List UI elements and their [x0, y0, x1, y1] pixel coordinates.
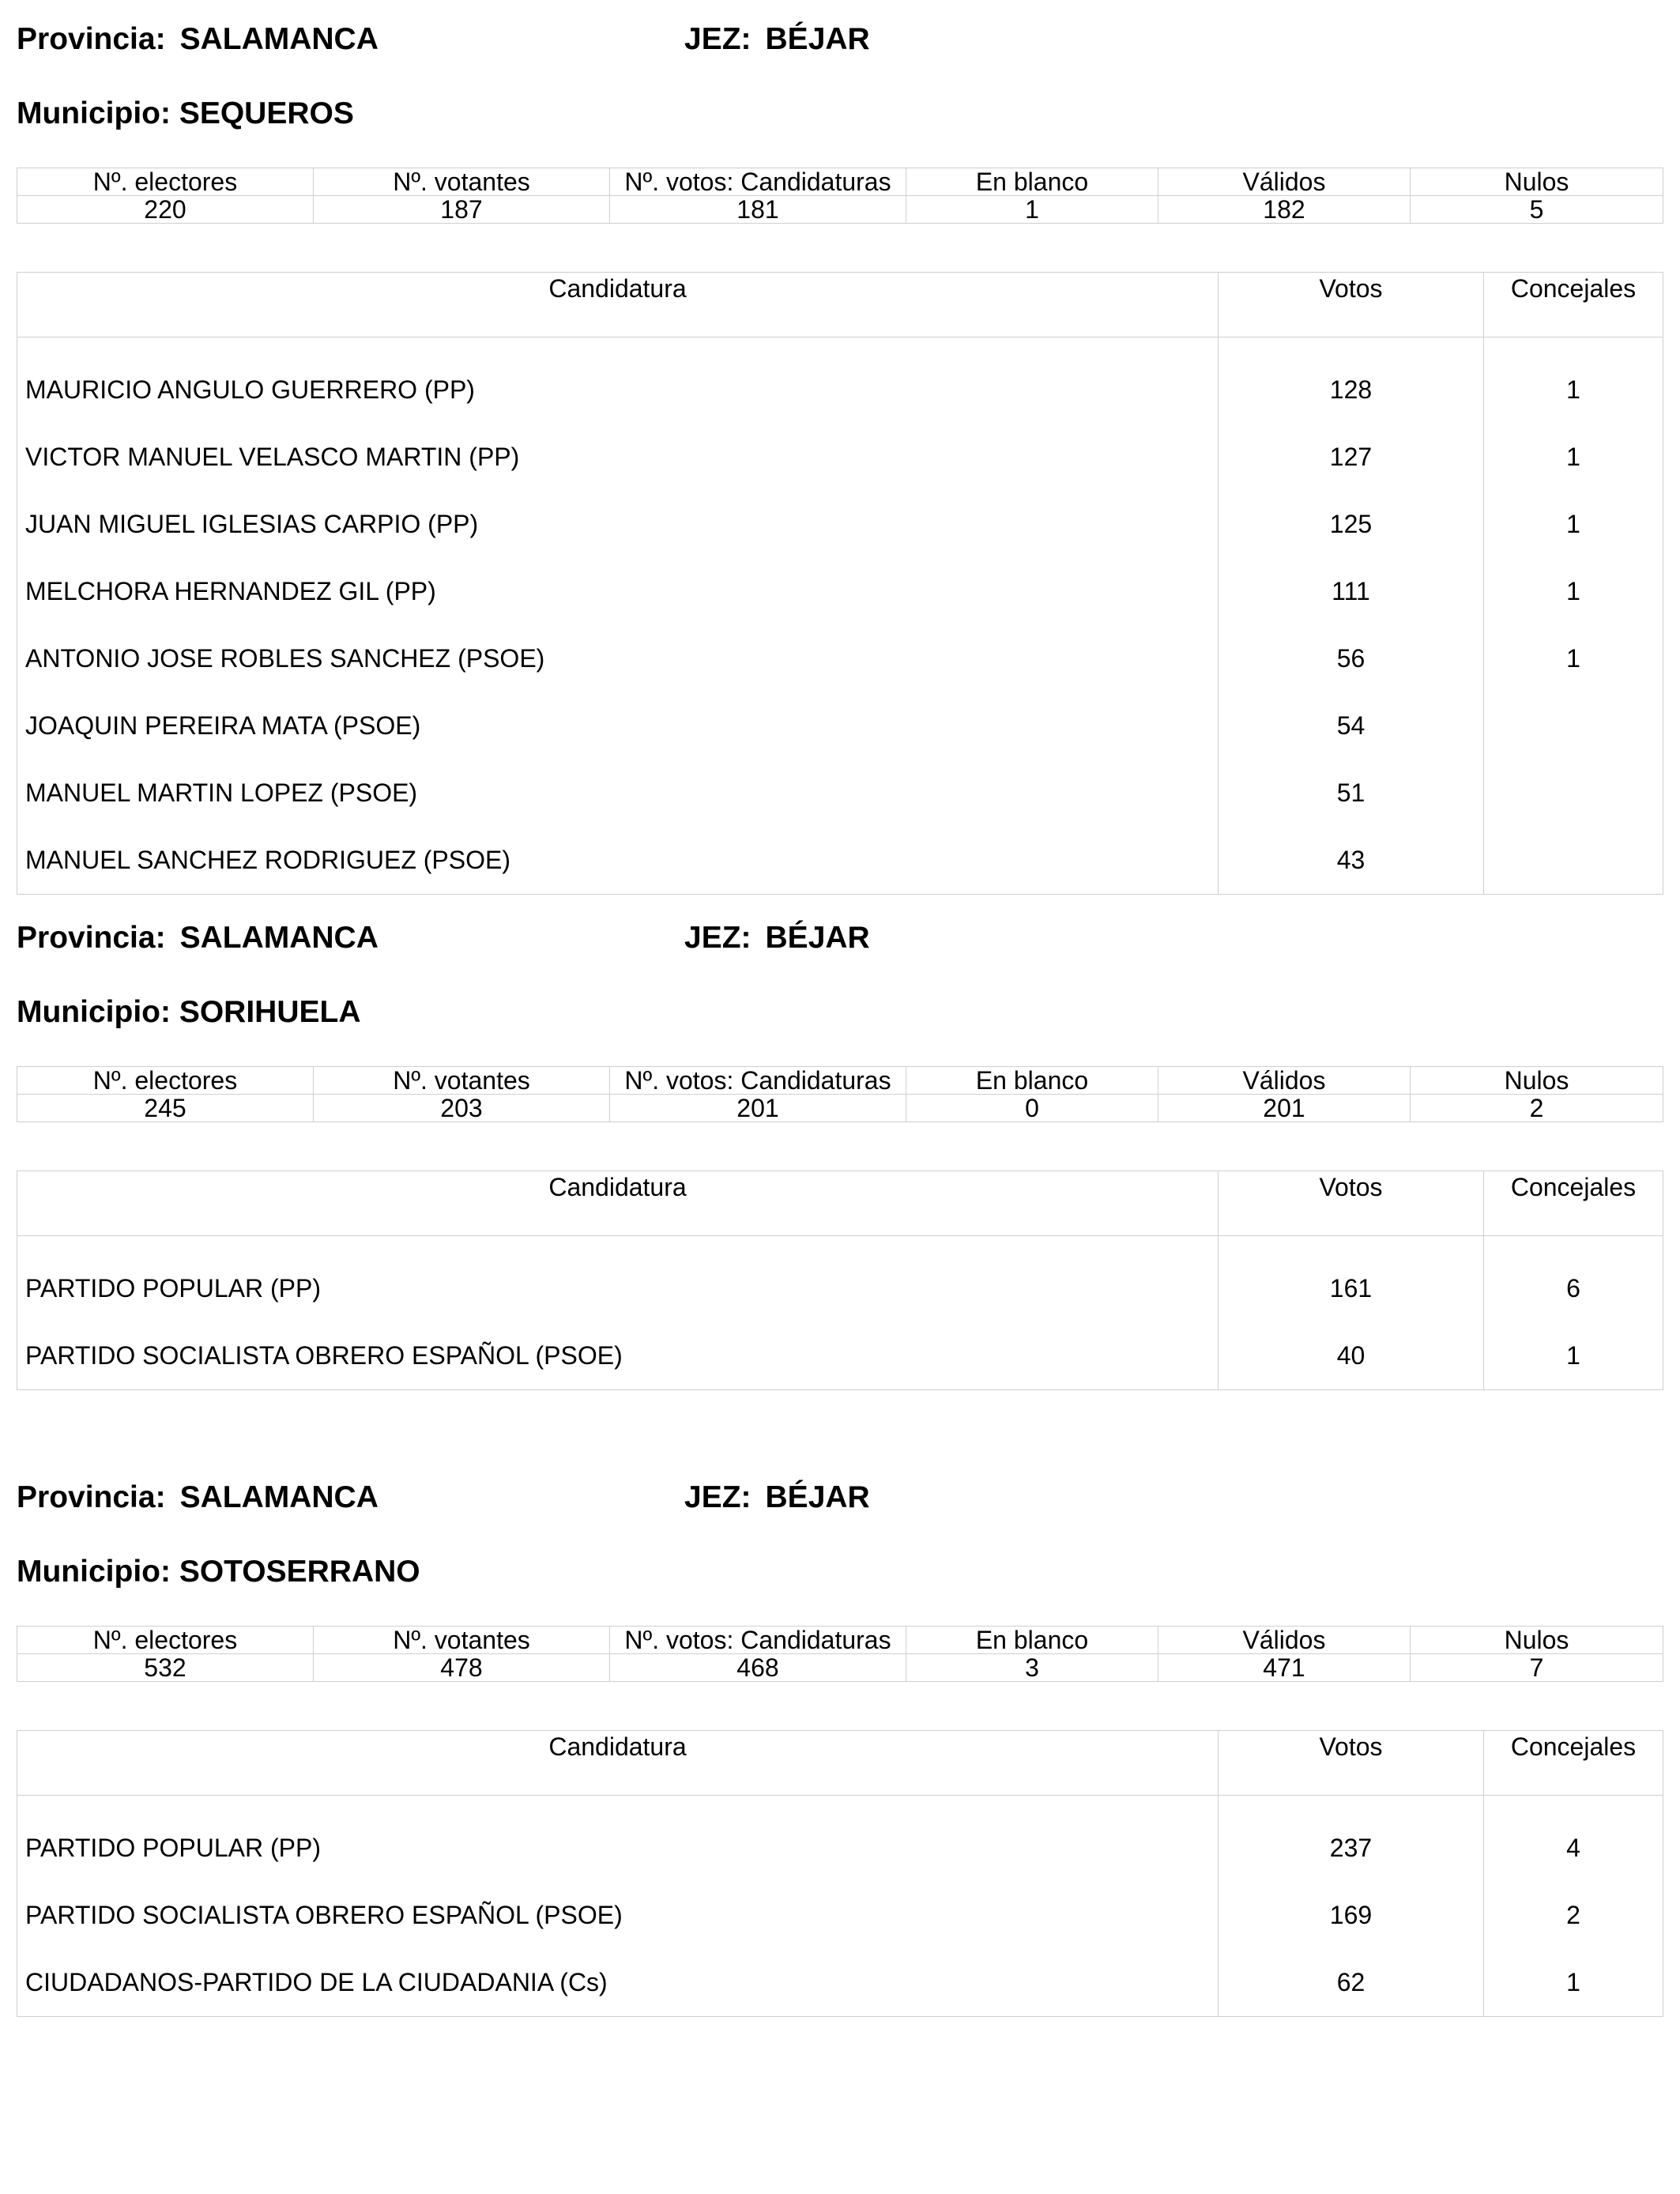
stats-value: 2 [1411, 1095, 1663, 1122]
municipio [17, 995, 1663, 1042]
stats-header: Válidos [1158, 168, 1411, 196]
stats-value: 478 [314, 1654, 610, 1682]
candidate-name: PARTIDO POPULAR (PP) [17, 1796, 1219, 1883]
candidate-votos: 169 [1219, 1882, 1484, 1949]
stats-value: 203 [314, 1095, 610, 1122]
municipio-label: Municipio: [17, 96, 171, 130]
stats-header: Nº. electores [17, 1627, 314, 1654]
stats-table [17, 168, 1663, 224]
stats-value: 3 [906, 1654, 1158, 1682]
municipio-value: SOTOSERRANO [179, 1555, 420, 1589]
jez-value: BÉJAR [765, 22, 870, 56]
stats-value: 181 [610, 196, 906, 224]
candidate-votos: 128 [1219, 337, 1484, 424]
candidate-votos: 54 [1219, 692, 1484, 760]
candidate-name: JOAQUIN PEREIRA MATA (PSOE) [17, 692, 1219, 760]
stats-header: En blanco [906, 1627, 1158, 1654]
table-row [17, 1882, 1663, 1949]
stats-header: En blanco [906, 1067, 1158, 1095]
municipio-value: SORIHUELA [179, 995, 361, 1029]
stats-header: Nº. votantes [314, 1627, 610, 1654]
concejales-header: Concejales [1484, 1731, 1663, 1796]
candidate-concejales: 1 [1484, 337, 1663, 424]
jez-value: BÉJAR [765, 921, 870, 955]
table-row [17, 625, 1663, 692]
section-sotoserrano [17, 1480, 1663, 1996]
table-row [17, 1796, 1663, 1883]
provincia [17, 1480, 379, 1515]
stats-value: 0 [906, 1095, 1158, 1122]
stats-header: Nulos [1411, 168, 1663, 196]
candidate-name: PARTIDO SOCIALISTA OBRERO ESPAÑOL (PSOE) [17, 1322, 1219, 1390]
candidate-name: JUAN MIGUEL IGLESIAS CARPIO (PP) [17, 491, 1219, 558]
table-row [17, 1322, 1663, 1390]
candidate-votos: 40 [1219, 1322, 1484, 1390]
stats-value: 1 [906, 196, 1158, 224]
table-row [17, 1949, 1663, 2017]
stats-header: En blanco [906, 168, 1158, 196]
provincia-label: Provincia: [17, 921, 166, 955]
candidate-votos: 51 [1219, 760, 1484, 827]
candidates-table [17, 272, 1663, 895]
candidatura-header: Candidatura [17, 273, 1219, 337]
candidates-header-row [17, 1171, 1663, 1236]
stats-header: Válidos [1158, 1627, 1411, 1654]
candidate-name: MANUEL MARTIN LOPEZ (PSOE) [17, 760, 1219, 827]
municipio [17, 1555, 1663, 1602]
candidate-votos: 237 [1219, 1796, 1484, 1883]
municipio-value: SEQUEROS [179, 96, 354, 130]
stats-header: Nulos [1411, 1067, 1663, 1095]
candidate-concejales: 1 [1484, 491, 1663, 558]
candidate-name: VICTOR MANUEL VELASCO MARTIN (PP) [17, 424, 1219, 491]
stats-value: 220 [17, 196, 314, 224]
jez-label: JEZ: [684, 1480, 751, 1514]
stats-value-row [17, 1095, 1663, 1122]
provincia-label: Provincia: [17, 1480, 166, 1514]
stats-value: 468 [610, 1654, 906, 1682]
stats-header-row [17, 168, 1663, 196]
stats-header: Nº. electores [17, 1067, 314, 1095]
stats-value-row [17, 1654, 1663, 1682]
candidate-name: PARTIDO POPULAR (PP) [17, 1236, 1219, 1323]
concejales-header: Concejales [1484, 273, 1663, 337]
jez-label: JEZ: [684, 22, 751, 56]
municipio-label: Municipio: [17, 995, 171, 1029]
municipio [17, 96, 1663, 144]
candidate-votos: 62 [1219, 1949, 1484, 2017]
table-row [17, 491, 1663, 558]
candidate-votos: 43 [1219, 827, 1484, 895]
provincia [17, 22, 379, 57]
stats-header: Nº. votos: Candidaturas [610, 1627, 906, 1654]
stats-value: 471 [1158, 1654, 1411, 1682]
concejales-header: Concejales [1484, 1171, 1663, 1236]
candidate-concejales: 6 [1484, 1236, 1663, 1323]
jez-label: JEZ: [684, 921, 751, 955]
candidates-header-row [17, 273, 1663, 337]
table-row [17, 337, 1663, 424]
candidate-concejales: 4 [1484, 1796, 1663, 1883]
stats-value-row [17, 196, 1663, 224]
stats-value: 245 [17, 1095, 314, 1122]
jez-value: BÉJAR [765, 1480, 870, 1514]
candidate-name: PARTIDO SOCIALISTA OBRERO ESPAÑOL (PSOE) [17, 1882, 1219, 1949]
section-header [17, 1480, 1663, 1528]
stats-value: 532 [17, 1654, 314, 1682]
votos-header: Votos [1219, 273, 1484, 337]
section-header [17, 921, 1663, 968]
stats-header: Válidos [1158, 1067, 1411, 1095]
stats-value: 182 [1158, 196, 1411, 224]
stats-header: Nº. electores [17, 168, 314, 196]
candidate-concejales: 1 [1484, 625, 1663, 692]
stats-table [17, 1066, 1663, 1122]
candidate-votos: 56 [1219, 625, 1484, 692]
jez [684, 22, 870, 57]
candidate-concejales: 1 [1484, 1322, 1663, 1390]
candidatura-header: Candidatura [17, 1171, 1219, 1236]
table-row [17, 692, 1663, 760]
candidate-concejales [1484, 827, 1663, 895]
jez [684, 921, 870, 956]
candidates-header-row [17, 1731, 1663, 1796]
provincia [17, 921, 379, 956]
stats-header: Nº. votantes [314, 168, 610, 196]
jez [684, 1480, 870, 1515]
candidates-table [17, 1171, 1663, 1390]
candidate-concejales [1484, 760, 1663, 827]
votos-header: Votos [1219, 1171, 1484, 1236]
votos-header: Votos [1219, 1731, 1484, 1796]
candidate-name: ANTONIO JOSE ROBLES SANCHEZ (PSOE) [17, 625, 1219, 692]
municipio-label: Municipio: [17, 1555, 171, 1589]
table-row [17, 760, 1663, 827]
candidate-votos: 111 [1219, 558, 1484, 625]
stats-header: Nº. votos: Candidaturas [610, 168, 906, 196]
section-header [17, 22, 1663, 70]
candidate-name: CIUDADANOS-PARTIDO DE LA CIUDADANIA (Cs) [17, 1949, 1219, 2017]
candidate-name: MAURICIO ANGULO GUERRERO (PP) [17, 337, 1219, 424]
table-row [17, 424, 1663, 491]
table-row [17, 827, 1663, 895]
candidate-concejales [1484, 692, 1663, 760]
candidate-name: MELCHORA HERNANDEZ GIL (PP) [17, 558, 1219, 625]
candidate-name: MANUEL SANCHEZ RODRIGUEZ (PSOE) [17, 827, 1219, 895]
stats-header: Nulos [1411, 1627, 1663, 1654]
provincia-value: SALAMANCA [179, 22, 379, 56]
provincia-value: SALAMANCA [179, 1480, 379, 1514]
candidate-votos: 161 [1219, 1236, 1484, 1323]
candidates-table [17, 1730, 1663, 2017]
candidate-concejales: 1 [1484, 558, 1663, 625]
candidate-votos: 125 [1219, 491, 1484, 558]
section-sequeros [17, 22, 1663, 874]
stats-value: 5 [1411, 196, 1663, 224]
candidate-votos: 127 [1219, 424, 1484, 491]
stats-header: Nº. votantes [314, 1067, 610, 1095]
candidate-concejales: 1 [1484, 424, 1663, 491]
provincia-value: SALAMANCA [179, 921, 379, 955]
table-row [17, 558, 1663, 625]
section-sorihuela [17, 921, 1663, 1370]
stats-header: Nº. votos: Candidaturas [610, 1067, 906, 1095]
stats-header-row [17, 1627, 1663, 1654]
candidatura-header: Candidatura [17, 1731, 1219, 1796]
stats-value: 187 [314, 196, 610, 224]
provincia-label: Provincia: [17, 22, 166, 56]
stats-header-row [17, 1067, 1663, 1095]
stats-table [17, 1626, 1663, 1682]
stats-value: 7 [1411, 1654, 1663, 1682]
stats-value: 201 [610, 1095, 906, 1122]
candidate-concejales: 2 [1484, 1882, 1663, 1949]
candidate-concejales: 1 [1484, 1949, 1663, 2017]
stats-value: 201 [1158, 1095, 1411, 1122]
table-row [17, 1236, 1663, 1323]
